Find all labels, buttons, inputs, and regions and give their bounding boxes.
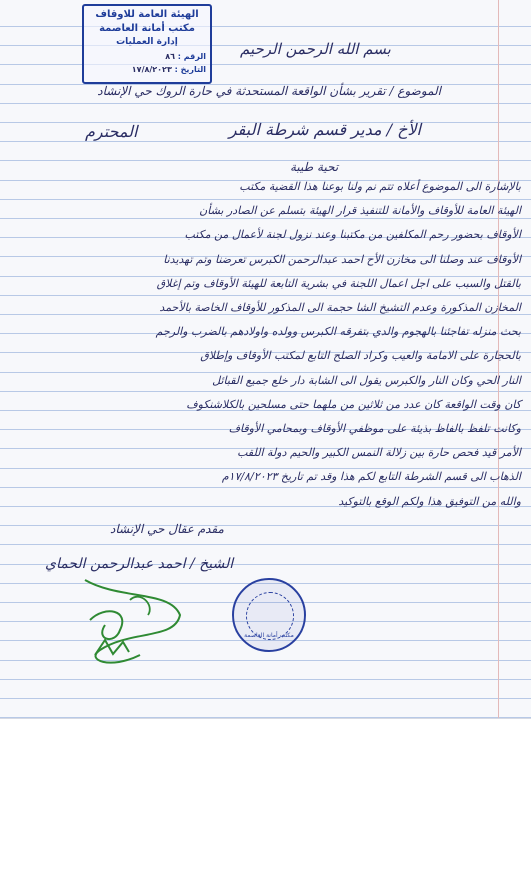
ruled-line bbox=[0, 698, 531, 699]
body-line: النار الحي وكان النار والكبرس يقول الى الشابة دار خلع جميع القبائل bbox=[212, 373, 521, 387]
ruled-line bbox=[0, 544, 531, 545]
body-line: الذهاب الى قسم الشرطة التابع لكم هذا وقد تم تاريخ ١٧/٨/٢٠٢٣م bbox=[221, 470, 521, 484]
ruled-line bbox=[0, 468, 531, 469]
body-line: بالقتل والسبب على اجل اعمال اللجنة في بشرية التابعة للهيئة الأوقاف وتم إغلاق bbox=[156, 276, 521, 290]
ruled-line bbox=[0, 64, 531, 65]
stamp-date-label: التاريخ bbox=[180, 65, 206, 74]
honorific: المحترم bbox=[85, 122, 138, 141]
stamp-department: إدارة العمليات bbox=[116, 37, 178, 47]
ruled-line bbox=[0, 141, 531, 142]
ruled-line bbox=[0, 26, 531, 27]
ruled-line bbox=[0, 218, 531, 219]
stamp-date-value: ١٧/٨/٢٠٢٣ bbox=[131, 65, 172, 74]
ruled-line bbox=[0, 199, 531, 200]
body-line: الأوقاف عند وصلنا الى مخازن الأح احمد عبدالرحمن الكبرس تعرضنا وتم تهديدنا bbox=[163, 252, 521, 266]
closing-line: مقدم عقال حي الإنشاد bbox=[110, 522, 224, 536]
subject-line: الموضوع / تقرير بشأن الواقعة المستحدثة في حارة الروك حي الإنشاد bbox=[97, 84, 441, 98]
ruled-line bbox=[0, 314, 531, 315]
body-line: الأمر قيد فحص حارة بين زلالة النمس الكبير والحيم دولة اللقب bbox=[237, 446, 521, 460]
official-seal bbox=[232, 578, 306, 652]
stamp-office: مكتب أمانة العاصمة bbox=[99, 23, 195, 34]
incoming-stamp bbox=[82, 4, 212, 84]
stamp-number-value: ٨٦ bbox=[165, 52, 175, 61]
ruled-line bbox=[0, 160, 531, 161]
stamp-number-row: الرقم : ٨٦ bbox=[165, 52, 206, 61]
ruled-line bbox=[0, 103, 531, 104]
basmala: بسم الله الرحمن الرحيم bbox=[240, 40, 391, 58]
greeting: تحية طيبة bbox=[290, 160, 339, 174]
ruled-line bbox=[0, 295, 531, 296]
seal-caption: مكتب أمانة العاصمة bbox=[244, 632, 294, 639]
addressee: الأخ / مدير قسم شرطة البقر bbox=[228, 120, 421, 139]
signatory-line: الشيخ / احمد عبدالرحمن الحماي bbox=[45, 556, 234, 572]
body-line: الهيئة العامة للأوقاف والأمانة للتنفيذ قرار الهيئة بتسلم عن الصادر بشأن bbox=[199, 204, 521, 218]
ruled-line bbox=[0, 391, 531, 392]
ruled-line bbox=[0, 487, 531, 488]
body-line: المخازن المذكورة وعدم التشيخ الشا حجمة الى المذكور للأوقاف الخاصة بالأحمد bbox=[159, 301, 521, 314]
body-line: وكانت تلفظ بالفاظ بذيئة على موظفي الأوقاف وبمحامي الأوقاف bbox=[228, 422, 521, 435]
green-signature bbox=[60, 560, 190, 680]
ruled-line bbox=[0, 525, 531, 526]
body-line: كان وقت الواقعة كان عدد من ثلاثين من ملهما حتى مسلحين بالكلاشنكوف bbox=[186, 397, 521, 411]
ruled-line bbox=[0, 717, 531, 718]
stamp-date-row: التاريخ : ١٧/٨/٢٠٢٣ bbox=[131, 65, 206, 74]
body-line: الأوقاف بحضور رحم المكلفين من مكتبنا وعند نزول لجنة لأعمال من مكتب bbox=[184, 228, 521, 242]
body-line: بالإشارة الى الموضوع أعلاه تتم نم ولنا بوعنا هذا القضية مكتب bbox=[239, 180, 521, 193]
body-line: بحث منزله تفاجئنا بالهجوم والدي بتفرقه الكبرس وولده واولادهم بالضرب والرجم bbox=[155, 325, 521, 339]
stamp-number-label: الرقم bbox=[183, 52, 206, 61]
stamp-authority: الهيئة العامة للاوقاف bbox=[95, 9, 199, 20]
body-line: بالحجارة على الامامة والعيب وكراد الصلح التابع لمكتب الأوقاف وإطلاق bbox=[200, 349, 521, 363]
body-line: والله من التوفيق هذا ولكم الوقع بالتوكيد bbox=[338, 494, 521, 508]
